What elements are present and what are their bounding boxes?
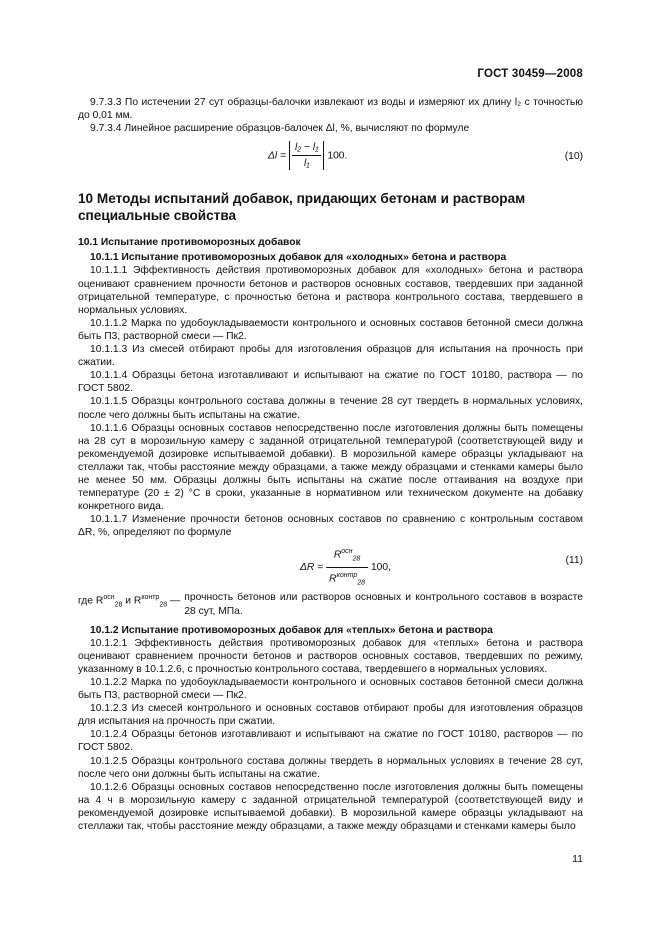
document-code-header: ГОСТ 30459—2008 bbox=[477, 68, 583, 80]
paragraph-10-1-1-2: 10.1.1.2 Марка по удобоукладываемости контрольного и основных составов бетонной смеси должна быть П3, растворной смеси — Пк2. bbox=[78, 317, 583, 342]
formula-10-eq: = bbox=[280, 150, 287, 162]
page-content bbox=[78, 96, 583, 833]
formula-10-numerator: l₂ − l₁ bbox=[292, 141, 322, 156]
paragraph-10-1-1-3: 10.1.1.3 Из смесей отбирают пробы для изготовления образцов для испытания на прочность при сжатии. bbox=[78, 344, 583, 369]
formula-11-legend-description: прочность бетонов или растворов основных и контрольного составов в возрасте 28 сут, МПа. bbox=[184, 592, 583, 617]
legend-sub-2: 28 bbox=[159, 601, 168, 609]
section-10-1-heading: 10.1 Испытание противоморозных добавок bbox=[78, 237, 301, 249]
formula-11-legend bbox=[78, 591, 583, 617]
formula-10-number: (10) bbox=[564, 151, 583, 163]
formula-11-multiplier: 100, bbox=[370, 562, 391, 574]
formula-10-multiplier: 100. bbox=[327, 150, 348, 162]
section-10-title: 10 Методы испытаний добавок, придающих бетонам и растворам специальные свойства bbox=[78, 191, 526, 223]
formula-11-num-r: R bbox=[333, 549, 342, 561]
legend-dash: — bbox=[167, 595, 181, 607]
formula-10-abs bbox=[289, 141, 325, 170]
formula-10-lhs: Δl bbox=[268, 150, 278, 162]
formula-11 bbox=[78, 545, 583, 587]
formula-11-eq: = bbox=[317, 562, 324, 574]
paragraph-10-1-2-3: 10.1.2.3 Из смесей контрольного и основных составов отбирают пробы для изготовления образцов для испытания на прочность при сжатии. bbox=[78, 703, 583, 728]
formula-10 bbox=[78, 141, 583, 175]
formula-10-denominator: l₁ bbox=[303, 158, 310, 170]
paragraph-10-1-2-6: 10.1.2.6 Образцы основных составов непосредственно после изготовления должны быть помещены на 4 ч в морозильную камеру с заданной отрицательной температурой (соответствующей виду и рекомендуемой дозировке испытываемой добавки). В морозильной камере образцы укладывают на стеллажи так, чтобы расстояние между образцами, а также между образцами и стенками камеры было bbox=[78, 781, 583, 833]
legend-sub-1: 28 bbox=[114, 601, 123, 609]
formula-11-num-sup: осн bbox=[341, 548, 353, 556]
legend-text-a: где R bbox=[78, 595, 104, 607]
legend-sup-1: осн bbox=[103, 594, 115, 602]
paragraph-10-1-1-7: 10.1.1.7 Изменение прочности бетонов основных составов по сравнению с контрольным составом ΔR, %, определяют по формуле bbox=[78, 514, 583, 539]
formula-11-fraction bbox=[326, 545, 368, 589]
formula-11-lhs: ΔR bbox=[300, 562, 315, 574]
paragraph-10-1-2-4: 10.1.2.4 Образцы бетонов изготавливают и испытывают на сжатие по ГОСТ 10180, растворов — по ГОСТ 5802. bbox=[78, 729, 583, 754]
paragraph-10-1-1-1: 10.1.1.1 Эффективность действия противоморозных добавок для «холодных» бетона и раствора оценивают сравнением прочности бетонов и растворов основных составов, твердевших при заданной отрицательной температуре, с прочностью бетона и раствора контрольного состава, твердевшего в нормальных условиях. bbox=[78, 265, 583, 316]
paragraph-10-1-2-2: 10.1.2.2 Марка по удобоукладываемости контрольного и основных составов бетонной смеси должна быть П3, растворной смеси — Пк2. bbox=[78, 677, 583, 702]
legend-sup-2: контр bbox=[141, 594, 160, 602]
paragraph-10-1-2-5: 10.1.2.5 Образцы контрольного состава должны твердеть в нормальных условиях в течение 28 сут, после чего они должны быть испытаны на сжатие. bbox=[78, 755, 583, 780]
formula-11-den-r: R bbox=[329, 573, 337, 585]
section-10-1-2-heading: 10.1.2 Испытание противоморозных добавок для «теплых» бетона и раствора bbox=[90, 624, 493, 636]
paragraph-10-1-1-6: 10.1.1.6 Образцы основных составов непосредственно после изготовления должны быть помещены на 28 сут в морозильную камеру с заданной отрицательной температурой (соответствующей виду и рекомендуемой дозировке испытываемой добавки). В морозильной камере образцы укладывают на стеллажи так, чтобы расстояние между образцами, а также между образцами и стенками камеры было не менее 50 мм. Образцы должны быть испытаны на сжатие после оттаивания на воздухе при температуре (20 ± 2) °С в сроки, указанные в нормативном или техническом документе на добавку конкретного вида. bbox=[78, 422, 583, 513]
formula-11-den-sub: 28 bbox=[357, 579, 366, 587]
formula-11-num-sub: 28 bbox=[352, 555, 361, 563]
paragraph-10-1-1-5: 10.1.1.5 Образцы контрольного состава должны в течение 28 сут твердеть в нормальных условиях, после чего должны быть испытаны на сжатие. bbox=[78, 396, 583, 421]
legend-text-and: и R bbox=[122, 595, 142, 607]
paragraph-10-1-2-1: 10.1.2.1 Эффективность действия противоморозных добавок для «теплых» бетона и раствора оценивают сравнением прочности бетонов и растворов основных составов, твердевших по режиму, указанному в 10.1.2.6, с прочностью контрольного состава, твердевшего в нормальных условиях. bbox=[78, 637, 583, 675]
formula-11-den-sup: контр bbox=[336, 572, 358, 579]
paragraph-9-7-3-4: 9.7.3.4 Линейное расширение образцов-балочек Δl, %, вычисляют по формуле bbox=[90, 123, 470, 135]
formula-11-number: (11) bbox=[565, 555, 583, 567]
formula-11-legend-symbols bbox=[78, 591, 184, 617]
paragraph-9-7-3-3: 9.7.3.3 По истечении 27 сут образцы-балочки извлекают из воды и измеряют их длину l₂ с точностью до 0,01 мм. bbox=[78, 97, 583, 122]
paragraph-10-1-1-4: 10.1.1.4 Образцы бетона изготавливают и испытывают на сжатие по ГОСТ 10180, раствора — по ГОСТ 5802. bbox=[78, 370, 583, 395]
section-10-1-1-heading: 10.1.1 Испытание противоморозных добавок для «холодных» бетона и раствора bbox=[90, 252, 507, 264]
page-number: 11 bbox=[572, 853, 583, 865]
